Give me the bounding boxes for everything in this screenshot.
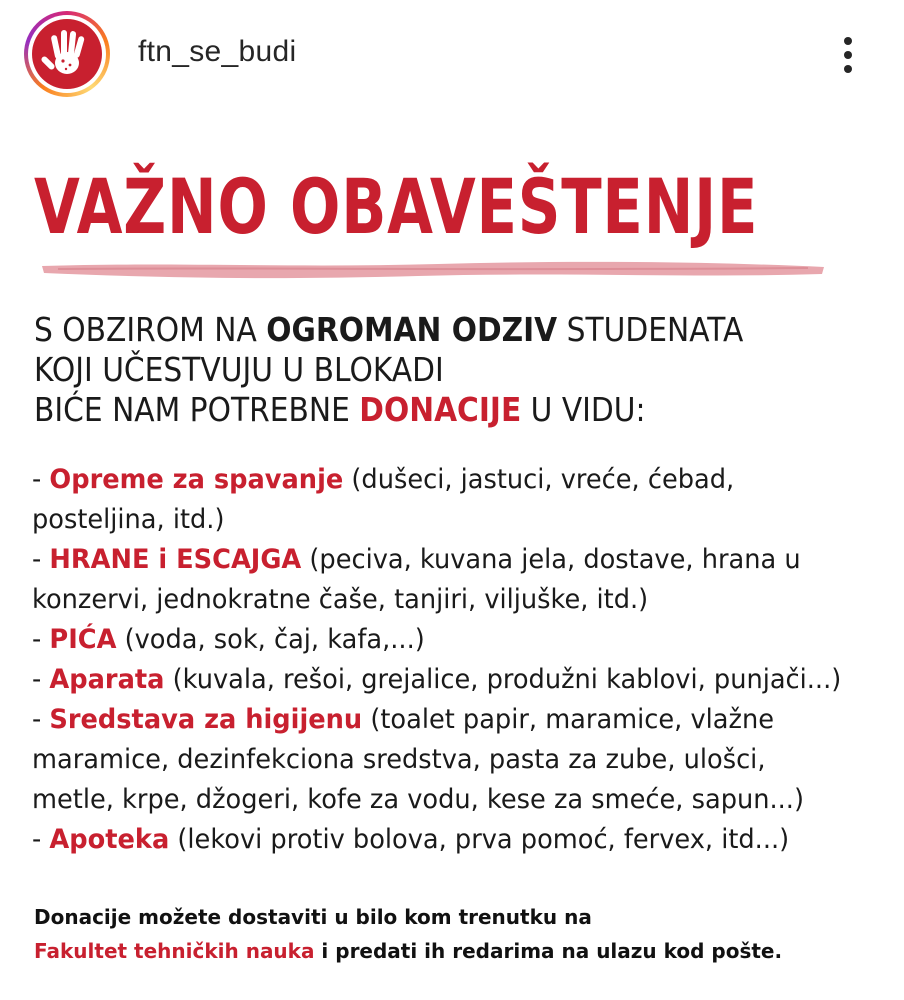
username[interactable]: ftn_se_budi bbox=[138, 35, 297, 68]
red-hand-icon bbox=[32, 19, 102, 89]
more-vertical-icon bbox=[844, 37, 852, 45]
item-category: PIĆA bbox=[49, 624, 117, 655]
item-category: Apoteka bbox=[49, 824, 170, 855]
avatar[interactable] bbox=[24, 11, 110, 97]
list-item: - Sredstava za higijenu (toalet papir, maramice, vlažne maramice, dezinfekciona sredstva, pasta za zube, ulošci, metle, krpe, džogeri, kofe za vodu, kese za smeće, sapun...) bbox=[32, 704, 804, 815]
list-item: - Apoteka (lekovi protiv bolova, prva pomoć, fervex, itd...) bbox=[32, 824, 790, 855]
item-category: Aparata bbox=[49, 664, 165, 695]
more-options-button[interactable] bbox=[832, 32, 864, 78]
post-image bbox=[0, 110, 904, 1000]
item-category: Sredstava za higijenu bbox=[49, 704, 363, 735]
list-item: - Opreme za spavanje (dušeci, jastuci, vreće, ćebad, posteljina, itd.) bbox=[32, 464, 735, 535]
intro-text: S OBZIROM NA OGROMAN ODZIV STUDENATA KOJI UČESTVUJU U BLOKADI BIĆE NAM POTREBNE DONACIJE U VIDU: bbox=[34, 310, 744, 429]
item-category: HRANE i ESCAJGA bbox=[49, 544, 302, 575]
brush-underline bbox=[38, 256, 828, 282]
post-header bbox=[0, 0, 904, 110]
list-item: - PIĆA (voda, sok, čaj, kafa,...) bbox=[32, 624, 425, 655]
list-item: - Aparata (kuvala, rešoi, grejalice, produžni kablovi, punjači...) bbox=[32, 664, 842, 695]
footer-note: Donacije možete dostaviti u bilo kom trenutku na Fakultet tehničkih nauka i predati ih redarima na ulazu kod pošte. bbox=[34, 905, 783, 963]
item-category: Opreme za spavanje bbox=[49, 464, 344, 495]
list-item: - HRANE i ESCAJGA (peciva, kuvana jela, dostave, hrana u konzervi, jednokratne čaše, tanjiri, viljuške, itd.) bbox=[32, 544, 801, 615]
donation-list bbox=[32, 460, 841, 860]
post-title: VAŽNO OBAVEŠTENJE bbox=[34, 162, 759, 251]
